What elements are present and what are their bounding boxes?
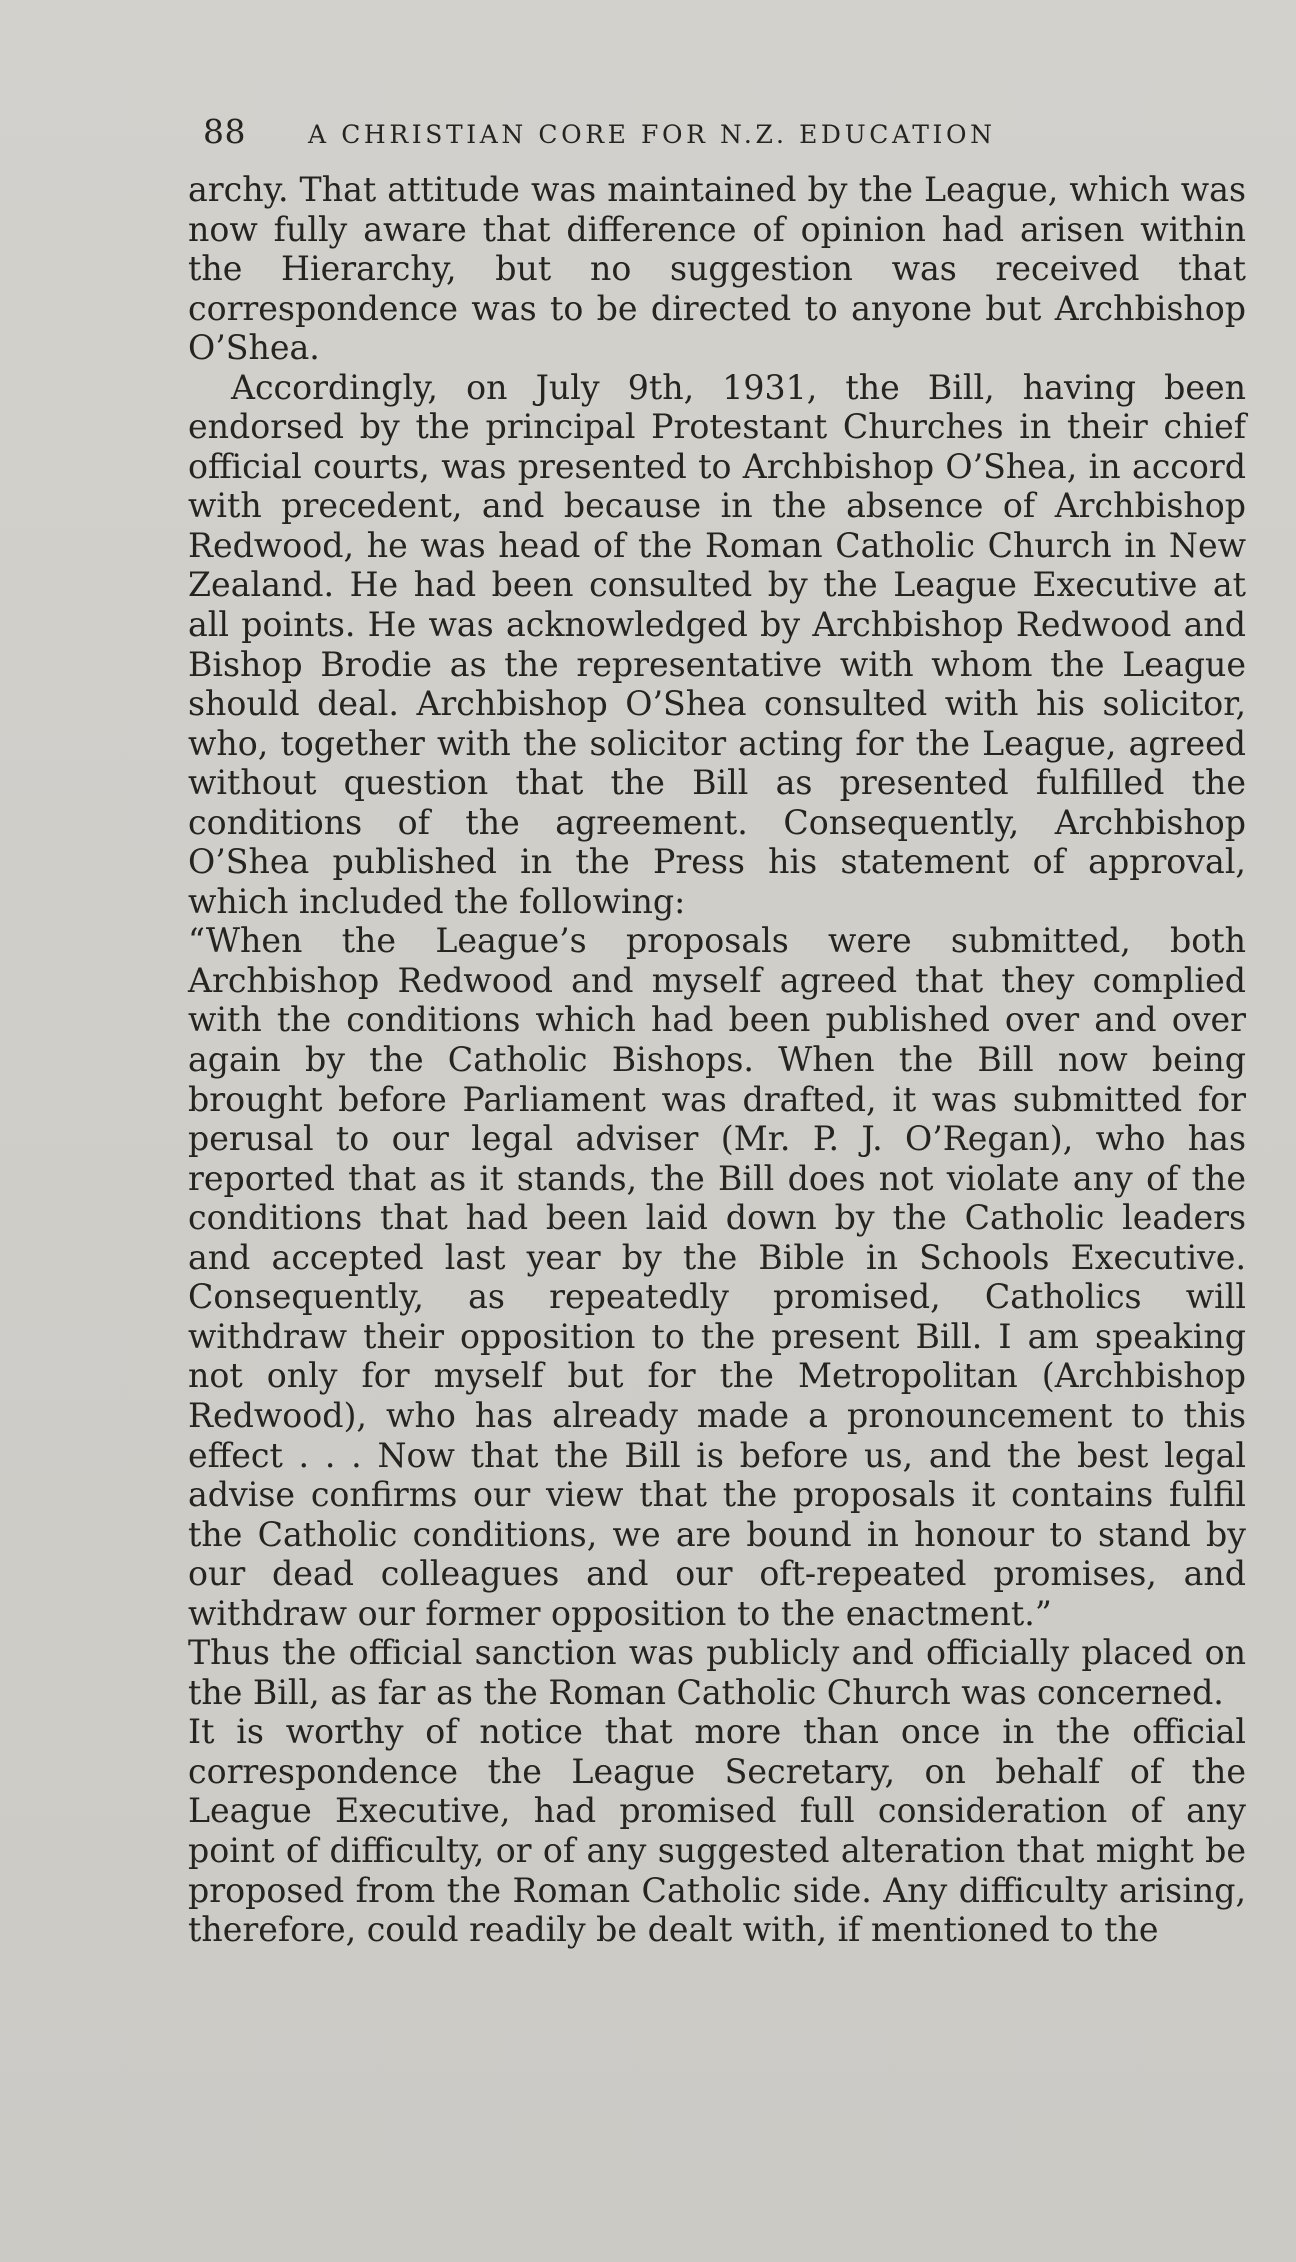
page-number: 88 [203, 112, 246, 151]
paragraph-continuation: archy. That attitude was maintained by the League, which was now fully aware that difference of opinion had arisen within the Hierarchy, but no suggestion was received that correspondence was to be directed to anyone but Archbishop O’Shea. [188, 170, 1246, 368]
paragraph-accordingly: Accordingly, on July 9th, 1931, the Bill, having been endorsed by the principal Protestant Churches in their chief official courts, was presented to Archbishop O’Shea, in accord with precedent, and because in the absence of Archbishop Redwood, he was head of the Roman Catholic Church in New Zealand. He had been consulted by the League Executive at all points. He was acknowledged by Archbishop Redwood and Bishop Brodie as the representative with whom the League should deal. Archbishop O’Shea consulted with his solicitor, who, together with the solicitor acting for the League, agreed without question that the Bill as presented fulfilled the conditions of the agreement. Consequently, Archbishop O’Shea published in the Press his statement of approval, which included the following: [188, 367, 1246, 921]
running-title: A CHRISTIAN CORE FOR N.Z. EDUCATION [308, 120, 996, 149]
block-quote: “When the League’s proposals were submitted, both Archbishop Redwood and myself agreed that they complied with the conditions which had been published over and over again by the Catholic Bishops. When the Bill now being brought before Parliament was drafted, it was submitted for perusal to our legal adviser (Mr. P. J. O’Regan), who has reported that as it stands, the Bill does not violate any of the conditions that had been laid down by the Catholic leaders and accepted last year by the Bible in Schools Executive. Consequently, as repeatedly promised, Catholics will withdraw their opposition to the present Bill. I am speaking not only for myself but for the Metropolitan (Archbishop Redwood), who has already made a pronouncement to this effect . . . Now that the Bill is before us, and the best legal advise confirms our view that the proposals it contains fulfil the Catholic conditions, we are bound in honour to stand by our dead colleagues and our oft-repeated promises, and withdraw our former opposition to the enactment.” [188, 921, 1246, 1633]
page-header [203, 112, 1203, 160]
body-text [188, 170, 1246, 1950]
paragraph-notice: It is worthy of notice that more than once in the official correspondence the League Secretary, on behalf of the League Executive, had promised full consideration of any point of difficulty, or of any suggested alteration that might be proposed from the Roman Catholic side. Any difficulty arising, therefore, could readily be dealt with, if mentioned to the [188, 1712, 1246, 1950]
paragraph-sanction: Thus the official sanction was publicly and officially placed on the Bill, as far as the Roman Catholic Church was concerned. [188, 1633, 1246, 1712]
